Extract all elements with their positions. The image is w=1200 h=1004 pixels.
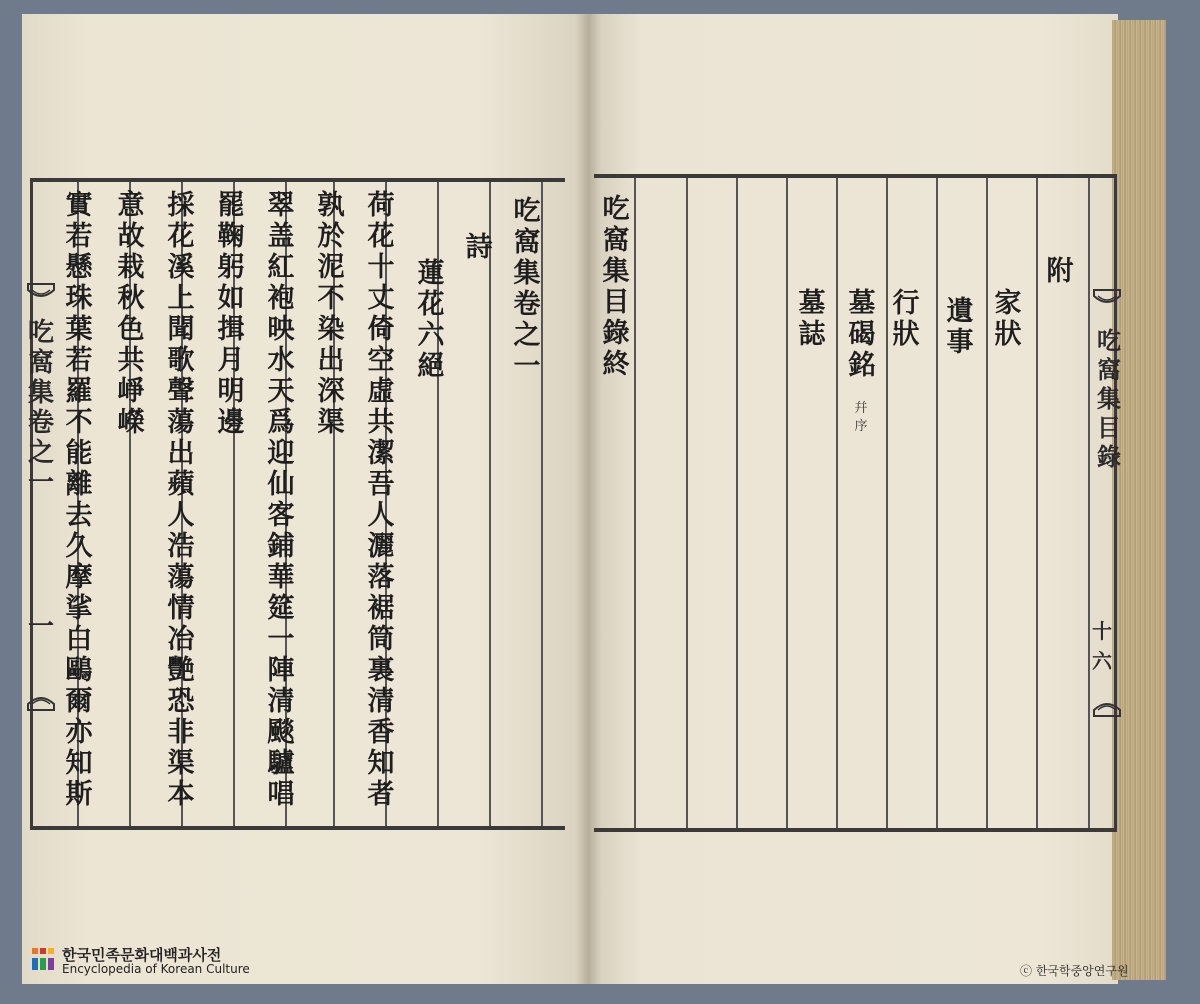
hanja-character: 香 (367, 717, 395, 748)
hanja-character: 丈 (367, 283, 395, 314)
hanja-character: 落 (367, 562, 395, 593)
hanja-character: 揖 (217, 314, 245, 345)
poem-text-column (359, 190, 403, 810)
hanja-character: 羅 (65, 376, 93, 407)
contents-entry (938, 296, 982, 358)
hanja-character: 蕩 (167, 562, 195, 593)
hanja-character: 挲 (65, 593, 93, 624)
hanja-character: 之 (513, 320, 541, 351)
poem-text-column (159, 190, 203, 810)
hanja-character: 映 (267, 314, 295, 345)
hanja-character: 翠 (267, 190, 295, 221)
hanja-character: 離 (65, 469, 93, 500)
hanja-character: 若 (65, 345, 93, 376)
hanja-character: 陣 (267, 655, 295, 686)
appendix-heading (1038, 256, 1082, 287)
hanja-character: 久 (65, 531, 93, 562)
book-page-edges (1112, 20, 1166, 980)
table-of-contents-end-column (594, 194, 638, 380)
hanja-character: 月 (217, 345, 245, 376)
logo-english-text: Encyclopedia of Korean Culture (62, 962, 250, 976)
hanja-character: 本 (167, 779, 195, 810)
contents-entry (790, 288, 834, 350)
hanja-character: 窩 (513, 227, 541, 258)
hanja-character: 盖 (267, 221, 295, 252)
margin-character: 窩 (27, 348, 54, 378)
hanja-character: 一 (267, 624, 295, 655)
hanja-character: 實 (65, 190, 93, 221)
hanja-character: 遺 (946, 296, 974, 327)
hanja-character: 聲 (167, 376, 195, 407)
hanja-character: 艷 (167, 655, 195, 686)
hanja-character: 華 (267, 562, 295, 593)
hanja-character: 袍 (267, 283, 295, 314)
hanja-character: 事 (946, 327, 974, 358)
hanja-character: 鋪 (267, 531, 295, 562)
margin-character: 錄 (1097, 442, 1121, 471)
hanja-character: 白 (65, 624, 93, 655)
hanja-character: 葉 (65, 314, 93, 345)
hanja-character: 狀 (994, 319, 1022, 350)
right-margin-title (1092, 326, 1126, 471)
hanja-character: 客 (267, 500, 295, 531)
hanja-character: 目 (602, 287, 630, 318)
hanja-character: 斯 (65, 779, 93, 810)
hanja-character: 爲 (267, 407, 295, 438)
hanja-character: 孰 (317, 190, 345, 221)
hanja-character: 崢 (117, 376, 145, 407)
poem-text-column (309, 190, 353, 438)
hanja-character: 共 (367, 407, 395, 438)
hanja-character: 聞 (167, 314, 195, 345)
margin-character: 之 (27, 438, 54, 468)
hanja-character: 恐 (167, 686, 195, 717)
hanja-character: 清 (267, 686, 295, 717)
hanja-character: 銘 (848, 350, 876, 381)
hanja-character: 情 (167, 593, 195, 624)
hanja-character: 不 (317, 283, 345, 314)
hanja-character: 水 (267, 345, 295, 376)
hanja-character: 紅 (267, 252, 295, 283)
hanja-character: 花 (167, 221, 195, 252)
hanja-character: 珠 (65, 283, 93, 314)
hanja-character: 渠 (317, 407, 345, 438)
hanja-character: 深 (317, 376, 345, 407)
poem-text-column (57, 190, 101, 810)
hanja-character: 冶 (167, 624, 195, 655)
hanja-character: 溪 (167, 252, 195, 283)
hanja-character: 躬 (217, 252, 245, 283)
left-text-frame (27, 178, 565, 830)
hanja-character: 意 (117, 190, 145, 221)
hanja-character: 空 (367, 345, 395, 376)
hanja-character: 誌 (798, 319, 826, 350)
volume-title-column (505, 196, 549, 382)
hanja-character: 集 (602, 256, 630, 287)
margin-character: 卷 (27, 408, 54, 438)
hanja-character: 知 (367, 748, 395, 779)
hanja-character: 碣 (848, 319, 876, 350)
hanja-character: 爾 (65, 686, 93, 717)
hanja-character: 清 (367, 686, 395, 717)
hanja-character: 卷 (513, 289, 541, 320)
poem-title-column (409, 258, 453, 382)
hanja-character: 泥 (317, 252, 345, 283)
hanja-character: 迎 (267, 438, 295, 469)
contents-entry (840, 288, 884, 381)
hanja-character: 者 (367, 779, 395, 810)
fishtail-ornament-icon (26, 676, 56, 714)
hanja-character: 絕 (417, 351, 445, 382)
logo-korean-text: 한국민족문화대백과사전 (62, 946, 222, 964)
hanja-character: 墓 (798, 288, 826, 319)
hanja-character: 吃 (602, 194, 630, 225)
hanja-character: 亦 (65, 717, 93, 748)
hanja-character: 知 (65, 748, 93, 779)
hanja-character: 於 (317, 221, 345, 252)
left-margin-page-number: 一 (27, 612, 54, 642)
hanja-character: 懸 (65, 252, 93, 283)
hanja-character: 一 (513, 351, 541, 382)
fishtail-ornament-icon (1092, 286, 1122, 324)
hanja-character: 明 (217, 376, 245, 407)
hanja-character: 秋 (117, 283, 145, 314)
right-text-frame (594, 174, 1117, 832)
hanja-character: 染 (317, 314, 345, 345)
hanja-character: 倚 (367, 314, 395, 345)
hanja-character: 蘋 (167, 469, 195, 500)
hanja-character: 吃 (513, 196, 541, 227)
hanja-character: 邊 (217, 407, 245, 438)
contents-entry (884, 288, 928, 350)
hanja-character: 筵 (267, 593, 295, 624)
hanja-character: 虛 (367, 376, 395, 407)
margin-character: 窩 (1097, 355, 1121, 384)
hanja-character: 荷 (367, 190, 395, 221)
hanja-character: 錄 (602, 318, 630, 349)
hanja-character: 詩 (465, 232, 493, 263)
margin-character: 吃 (1097, 326, 1121, 355)
hanja-character: 窩 (602, 225, 630, 256)
hanja-character: 花 (367, 221, 395, 252)
hanja-character: 共 (117, 345, 145, 376)
right-margin-page-number: 十六 (1092, 619, 1112, 673)
hanja-character: 故 (117, 221, 145, 252)
annotation-note: 幷序 (854, 401, 868, 434)
hanja-character: 筒 (367, 624, 395, 655)
hanja-character: 出 (167, 438, 195, 469)
hanja-character: 墓 (848, 288, 876, 319)
hanja-character: 終 (602, 349, 630, 380)
hanja-character: 十 (367, 252, 395, 283)
margin-character: 一 (27, 468, 54, 498)
hanja-character: 狀 (892, 319, 920, 350)
hanja-character: 能 (65, 438, 93, 469)
hanja-character: 摩 (65, 562, 93, 593)
hanja-character: 去 (65, 500, 93, 531)
fishtail-ornament-icon (26, 280, 56, 318)
hanja-character: 浩 (167, 531, 195, 562)
margin-character: 集 (1097, 384, 1121, 413)
hanja-character: 上 (167, 283, 195, 314)
hanja-character: 裏 (367, 655, 395, 686)
hanja-character: 家 (994, 288, 1022, 319)
hanja-character: 人 (367, 500, 395, 531)
hanja-character: 不 (65, 407, 93, 438)
hanja-character: 唱 (267, 779, 295, 810)
hanja-character: 六 (417, 320, 445, 351)
copyright-text: ⓒ 한국학중앙연구원 (1020, 964, 1129, 978)
contents-entry (986, 288, 1030, 350)
hanja-character: 行 (892, 288, 920, 319)
left-margin-title (24, 318, 58, 498)
hanja-character: 如 (217, 283, 245, 314)
hanja-character: 颷 (267, 717, 295, 748)
hanja-character: 潔 (367, 438, 395, 469)
hanja-character: 若 (65, 221, 93, 252)
margin-character: 集 (27, 378, 54, 408)
hanja-character: 非 (167, 717, 195, 748)
poem-text-column (109, 190, 153, 438)
hanja-character: 集 (513, 258, 541, 289)
hanja-character: 渠 (167, 748, 195, 779)
hanja-character: 嶸 (117, 407, 145, 438)
hanja-character: 蕩 (167, 407, 195, 438)
hanja-character: 鞠 (217, 221, 245, 252)
fishtail-ornament-icon (1092, 682, 1122, 720)
hanja-character: 裾 (367, 593, 395, 624)
hanja-character: 仙 (267, 469, 295, 500)
hanja-character: 蓮 (417, 258, 445, 289)
hanja-character: 附 (1046, 256, 1074, 287)
hanja-character: 採 (167, 190, 195, 221)
hanja-character: 歌 (167, 345, 195, 376)
hanja-character: 天 (267, 376, 295, 407)
hanja-character: 色 (117, 314, 145, 345)
hanja-character: 鷗 (65, 655, 93, 686)
hanja-character: 吾 (367, 469, 395, 500)
genre-heading-column (457, 232, 501, 263)
hanja-character: 灑 (367, 531, 395, 562)
hanja-character: 出 (317, 345, 345, 376)
poem-text-column (209, 190, 253, 438)
margin-character: 目 (1097, 413, 1121, 442)
hanja-character: 罷 (217, 190, 245, 221)
encyclopedia-logo-icon (30, 944, 58, 974)
hanja-character: 花 (417, 289, 445, 320)
hanja-character: 驢 (267, 748, 295, 779)
poem-text-column (259, 190, 303, 810)
margin-character: 吃 (27, 318, 54, 348)
hanja-character: 栽 (117, 252, 145, 283)
hanja-character: 人 (167, 500, 195, 531)
